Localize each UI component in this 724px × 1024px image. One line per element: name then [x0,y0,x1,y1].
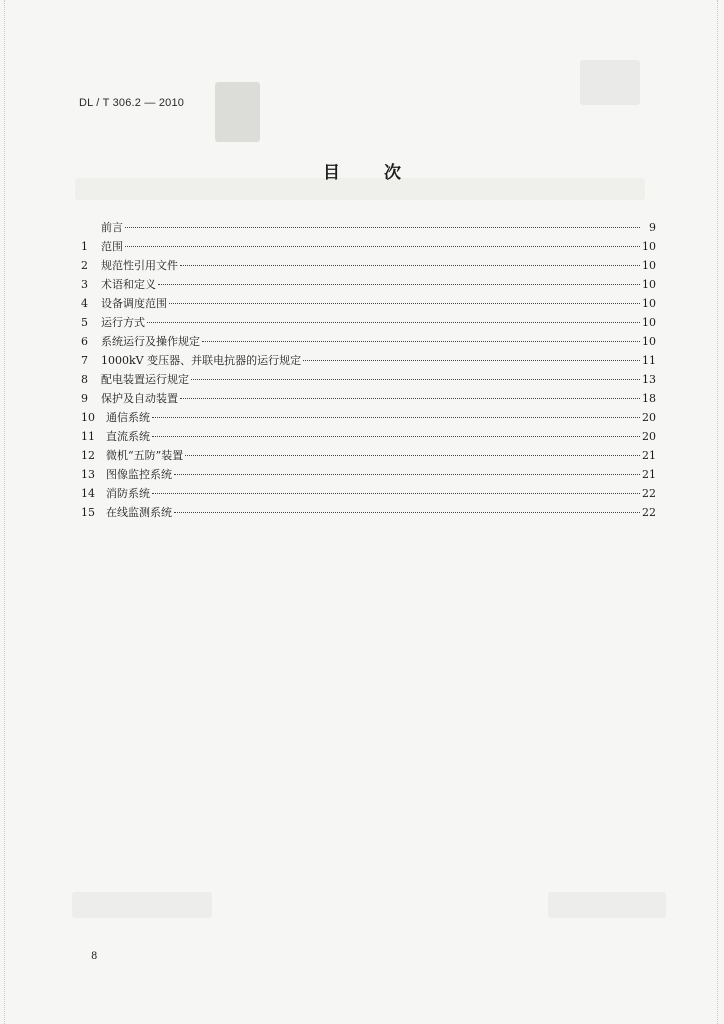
toc-entry-label: 通信系统 [106,411,150,424]
scan-smudge [72,892,212,918]
toc-leader-dots [180,397,640,399]
scan-smudge [215,82,260,142]
toc-entry-number: 11 [81,430,95,443]
toc-entry[interactable] [81,503,656,522]
scan-edge-left [4,0,7,1024]
toc-entry-number: 6 [81,335,88,348]
toc-entry-page: 10 [642,278,656,291]
page-title: 目次 [323,163,445,183]
toc-entry-label: 设备调度范围 [101,297,167,310]
toc-entry-number: 2 [81,259,88,272]
toc-entry-number: 12 [81,449,95,462]
toc-entry[interactable] [81,256,656,275]
toc-leader-dots [303,359,640,361]
toc-leader-dots [152,416,640,418]
toc-entry-label: 1000kV 变压器、并联电抗器的运行规定 [101,354,302,367]
toc-entry-number: 7 [81,354,88,367]
toc-leader-dots [185,454,640,456]
toc-entry-label: 在线监测系统 [106,506,172,519]
table-of-contents [81,218,656,522]
toc-entry-label: 微机“五防”装置 [106,449,184,462]
toc-entry-label: 消防系统 [106,487,150,500]
toc-entry-page: 21 [642,468,656,481]
toc-entry[interactable] [81,275,656,294]
toc-leader-dots [191,378,640,380]
toc-leader-dots [169,302,640,304]
toc-entry[interactable] [81,446,656,465]
toc-entry-number: 4 [81,297,88,310]
toc-entry-number: 5 [81,316,88,329]
toc-entry-number: 13 [81,468,95,481]
toc-entry-number: 1 [81,240,88,253]
toc-entry[interactable] [81,218,656,237]
toc-entry[interactable] [81,408,656,427]
toc-entry-page: 10 [642,335,656,348]
toc-entry-label: 保护及自动装置 [101,392,178,405]
toc-entry-label: 运行方式 [101,316,145,329]
standard-code: DL / T 306.2 — 2010 [79,97,185,109]
toc-leader-dots [152,435,640,437]
toc-entry-label: 系统运行及操作规定 [101,335,200,348]
standard-code-header [79,97,184,109]
toc-entry-page: 22 [642,506,656,519]
toc-entry-label: 前言 [101,221,123,234]
scan-smudge [548,892,666,918]
page-number: 8 [91,951,98,962]
toc-leader-dots [152,492,640,494]
toc-leader-dots [147,321,640,323]
toc-entry-page: 22 [642,487,656,500]
toc-entry-number: 10 [81,411,95,424]
toc-leader-dots [125,245,640,247]
toc-leader-dots [174,511,640,513]
toc-entry-label: 规范性引用文件 [101,259,178,272]
toc-entry-label: 术语和定义 [101,278,156,291]
toc-entry-page: 10 [642,259,656,272]
toc-entry-page: 20 [642,411,656,424]
toc-entry[interactable] [81,237,656,256]
toc-entry-label: 直流系统 [106,430,150,443]
scan-smudge [580,60,640,105]
toc-entry-page: 20 [642,430,656,443]
toc-entry-label: 配电装置运行规定 [101,373,189,386]
toc-entry[interactable] [81,332,656,351]
toc-entry-page: 10 [642,297,656,310]
toc-leader-dots [158,283,640,285]
toc-entry[interactable] [81,389,656,408]
scan-edge-right [715,0,718,1024]
toc-entry[interactable] [81,294,656,313]
toc-entry[interactable] [81,465,656,484]
toc-entry-label: 范围 [101,240,123,253]
toc-entry-number: 9 [81,392,88,405]
toc-leader-dots [180,264,640,266]
toc-entry-number: 14 [81,487,95,500]
toc-entry[interactable] [81,313,656,332]
toc-entry-page: 10 [642,240,656,253]
toc-entry-number: 8 [81,373,88,386]
toc-leader-dots [125,226,640,228]
toc-entry-page: 13 [642,373,656,386]
toc-entry-number: 15 [81,506,95,519]
toc-entry[interactable] [81,351,656,370]
toc-entry-number: 3 [81,278,88,291]
toc-entry-page: 21 [642,449,656,462]
toc-entry-page: 9 [649,221,656,234]
toc-entry[interactable] [81,427,656,446]
toc-entry-page: 11 [642,354,656,367]
toc-entry-page: 10 [642,316,656,329]
toc-entry[interactable] [81,484,656,503]
toc-entry[interactable] [81,370,656,389]
toc-leader-dots [174,473,640,475]
toc-entry-page: 18 [642,392,656,405]
toc-entry-label: 图像监控系统 [106,468,172,481]
toc-leader-dots [202,340,640,342]
